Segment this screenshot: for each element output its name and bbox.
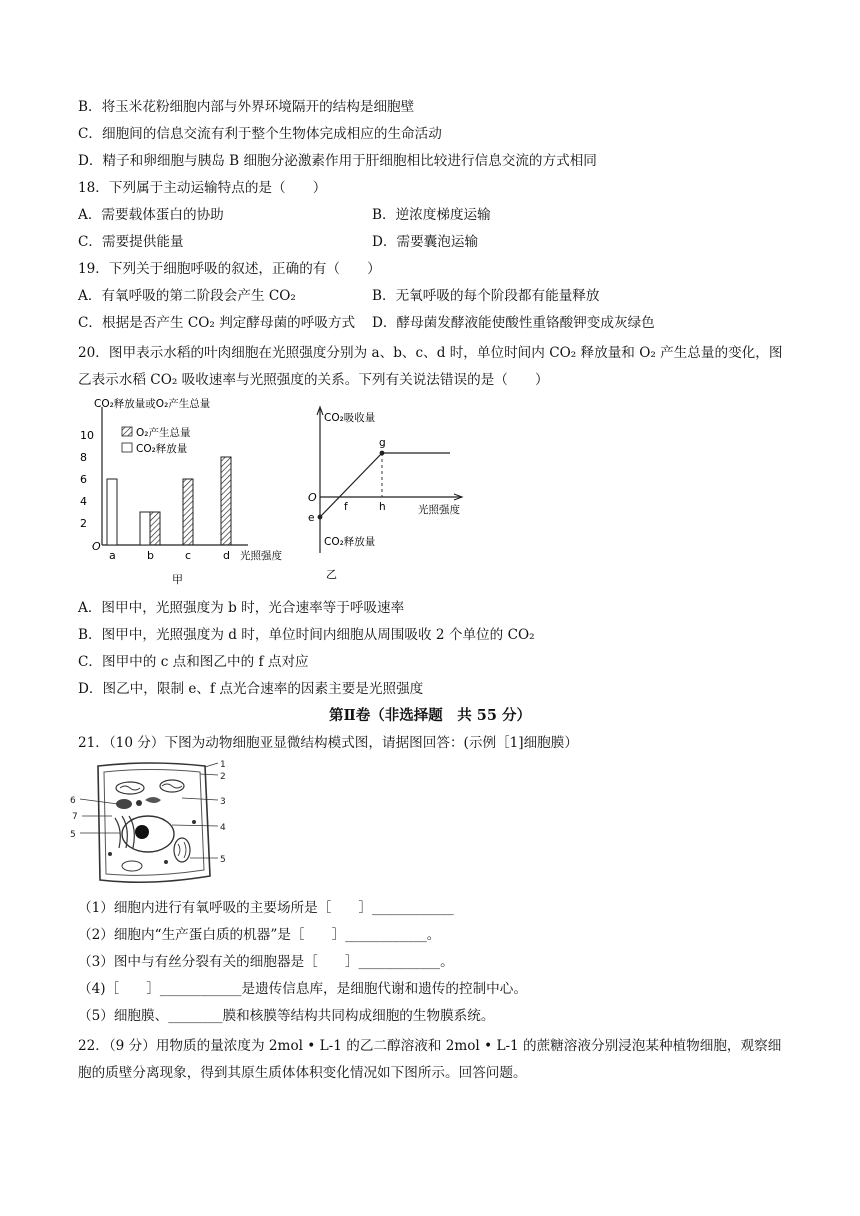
- curve-rising: [320, 453, 382, 517]
- y-tick-label: 8: [80, 451, 87, 464]
- q17-option-c: C．细胞间的信息交流有利于整个生物体完成相应的生命活动: [78, 126, 442, 142]
- point-label-g: g: [379, 437, 386, 449]
- q18-stem: 18．下列属于主动运输特点的是（ ）: [78, 180, 327, 196]
- y-tick-label: 2: [80, 517, 87, 530]
- q22-stem: 22．（9 分）用物质的量浓度为 2mol • L-1 的乙二醇溶液和 2mol • L-1 的蔗糖溶液分别浸泡某种植物细胞，观察细胞的质壁分离现象，得到其原生质体体积变化情况如下图所示。回答问题。: [78, 1038, 782, 1081]
- q20-stem: 20．图甲表示水稻的叶肉细胞在光照强度分别为 a、b、c、d 时，单位时间内 CO₂ 释放量和 O₂ 产生总量的变化，图乙表示水稻 CO₂ 吸收速率与光照强度的关系。下列有关说法错误的是（ ）: [78, 345, 783, 388]
- q21-item-2: （2）细胞内“生产蛋白质的机器”是［ ］____________。: [78, 927, 441, 943]
- cell-label-5-left: 5: [70, 830, 76, 840]
- legend-label-o2: O₂产生总量: [136, 427, 191, 439]
- bar-o2-c: [183, 479, 193, 545]
- q19-option-c: C．根据是否产生 CO₂ 判定酵母菌的呼吸方式: [78, 315, 356, 331]
- q21-item-1: （1）细胞内进行有氧呼吸的主要场所是［ ］____________: [78, 900, 454, 916]
- chart-caption: 乙: [326, 568, 337, 581]
- x-axis-label: 光照强度: [418, 504, 460, 516]
- chart-jia: [72, 395, 315, 590]
- cell-diagram: [70, 758, 230, 897]
- bar-co2-b: [140, 512, 150, 545]
- bar-co2-a: [107, 479, 117, 545]
- q18-option-b: B．逆浓度梯度运输: [372, 207, 491, 223]
- y-tick-label: 10: [80, 429, 94, 442]
- section-2-heading: 第Ⅱ卷（非选择题 共 55 分）: [329, 707, 531, 724]
- origin-label: O: [308, 491, 317, 504]
- cell-label-7: 7: [72, 812, 78, 822]
- bar-o2-b: [150, 512, 160, 545]
- q18-option-d: D．需要囊泡运输: [372, 234, 479, 250]
- chart-title: CO₂释放量或O₂产生总量: [94, 398, 211, 410]
- cell-label-6: 6: [70, 796, 76, 806]
- y-tick-label: 4: [80, 495, 87, 508]
- point-label-e: e: [308, 512, 315, 524]
- q19-option-a: A．有氧呼吸的第二阶段会产生 CO₂: [78, 288, 296, 304]
- negative-axis-label: CO₂释放量: [324, 536, 376, 548]
- bar-o2-d: [221, 457, 231, 545]
- q21-stem: 21．（10 分）下图为动物细胞亚显微结构模式图，请据图回答：(示例［1]细胞膜）: [78, 735, 578, 751]
- q20-option-a: A．图甲中，光照强度为 b 时，光合速率等于呼吸速率: [78, 600, 405, 616]
- q19-stem: 19．下列关于细胞呼吸的叙述，正确的有（ ）: [78, 261, 381, 277]
- q18-option-c: C．需要提供能量: [78, 234, 184, 250]
- q19-option-b: B．无氧呼吸的每个阶段都有能量释放: [372, 288, 600, 304]
- x-tick-label: d: [223, 549, 230, 562]
- legend-label-co2: CO₂释放量: [136, 443, 188, 455]
- x-tick-label: a: [109, 549, 116, 562]
- figure-jia: [72, 395, 315, 594]
- point-g: [380, 451, 385, 456]
- q21-item-3: （3）图中与有丝分裂有关的细胞器是［ ］____________。: [78, 954, 454, 970]
- q21-item-5: （5）细胞膜、________膜和核膜等结构共同构成细胞的生物膜系统。: [78, 1008, 495, 1024]
- chart-yi: [300, 395, 500, 590]
- q18-option-a: A．需要载体蛋白的协助: [78, 207, 224, 223]
- origin-label: O: [92, 540, 101, 553]
- chart-title: CO₂吸收量: [324, 412, 376, 424]
- point-label-f: f: [344, 501, 348, 513]
- cell-label-2: 2: [220, 772, 226, 782]
- cell-label-4: 4: [220, 823, 226, 833]
- q21-item-4: （4)［ ］____________是遗传信息库，是细胞代谢和遗传的控制中心。: [78, 981, 527, 997]
- q19-option-d: D．酵母菌发酵液能使酸性重铬酸钾变成灰绿色: [372, 315, 655, 331]
- q17-option-d: D．精子和卵细胞与胰岛 B 细胞分泌激素作用于肝细胞相比较进行信息交流的方式相同: [78, 153, 597, 169]
- x-tick-label: c: [185, 549, 192, 562]
- q20-option-c: C．图甲中的 c 点和图乙中的 f 点对应: [78, 654, 309, 670]
- cell-label-1: 1: [220, 760, 226, 770]
- y-tick-label: 6: [80, 473, 87, 486]
- q17-option-b: B．将玉米花粉细胞内部与外界环境隔开的结构是细胞壁: [78, 99, 415, 115]
- legend-swatch-co2: [122, 443, 132, 452]
- animal-cell-figure: [70, 758, 230, 893]
- q20-option-b: B．图甲中，光照强度为 d 时，单位时间内细胞从周围吸收 2 个单位的 CO₂: [78, 627, 535, 643]
- cell-label-3: 3: [220, 797, 226, 807]
- point-label-h: h: [379, 501, 386, 513]
- chart-caption: 甲: [172, 573, 183, 586]
- cell-label-5: 5: [220, 855, 226, 865]
- x-tick-label: b: [147, 549, 154, 562]
- legend-swatch-o2: [122, 427, 132, 436]
- q20-option-d: D．图乙中，限制 e、f 点光合速率的因素主要是光照强度: [78, 681, 424, 697]
- point-e: [318, 515, 323, 520]
- figure-yi: [300, 395, 500, 594]
- x-axis-label: 光照强度: [240, 550, 282, 562]
